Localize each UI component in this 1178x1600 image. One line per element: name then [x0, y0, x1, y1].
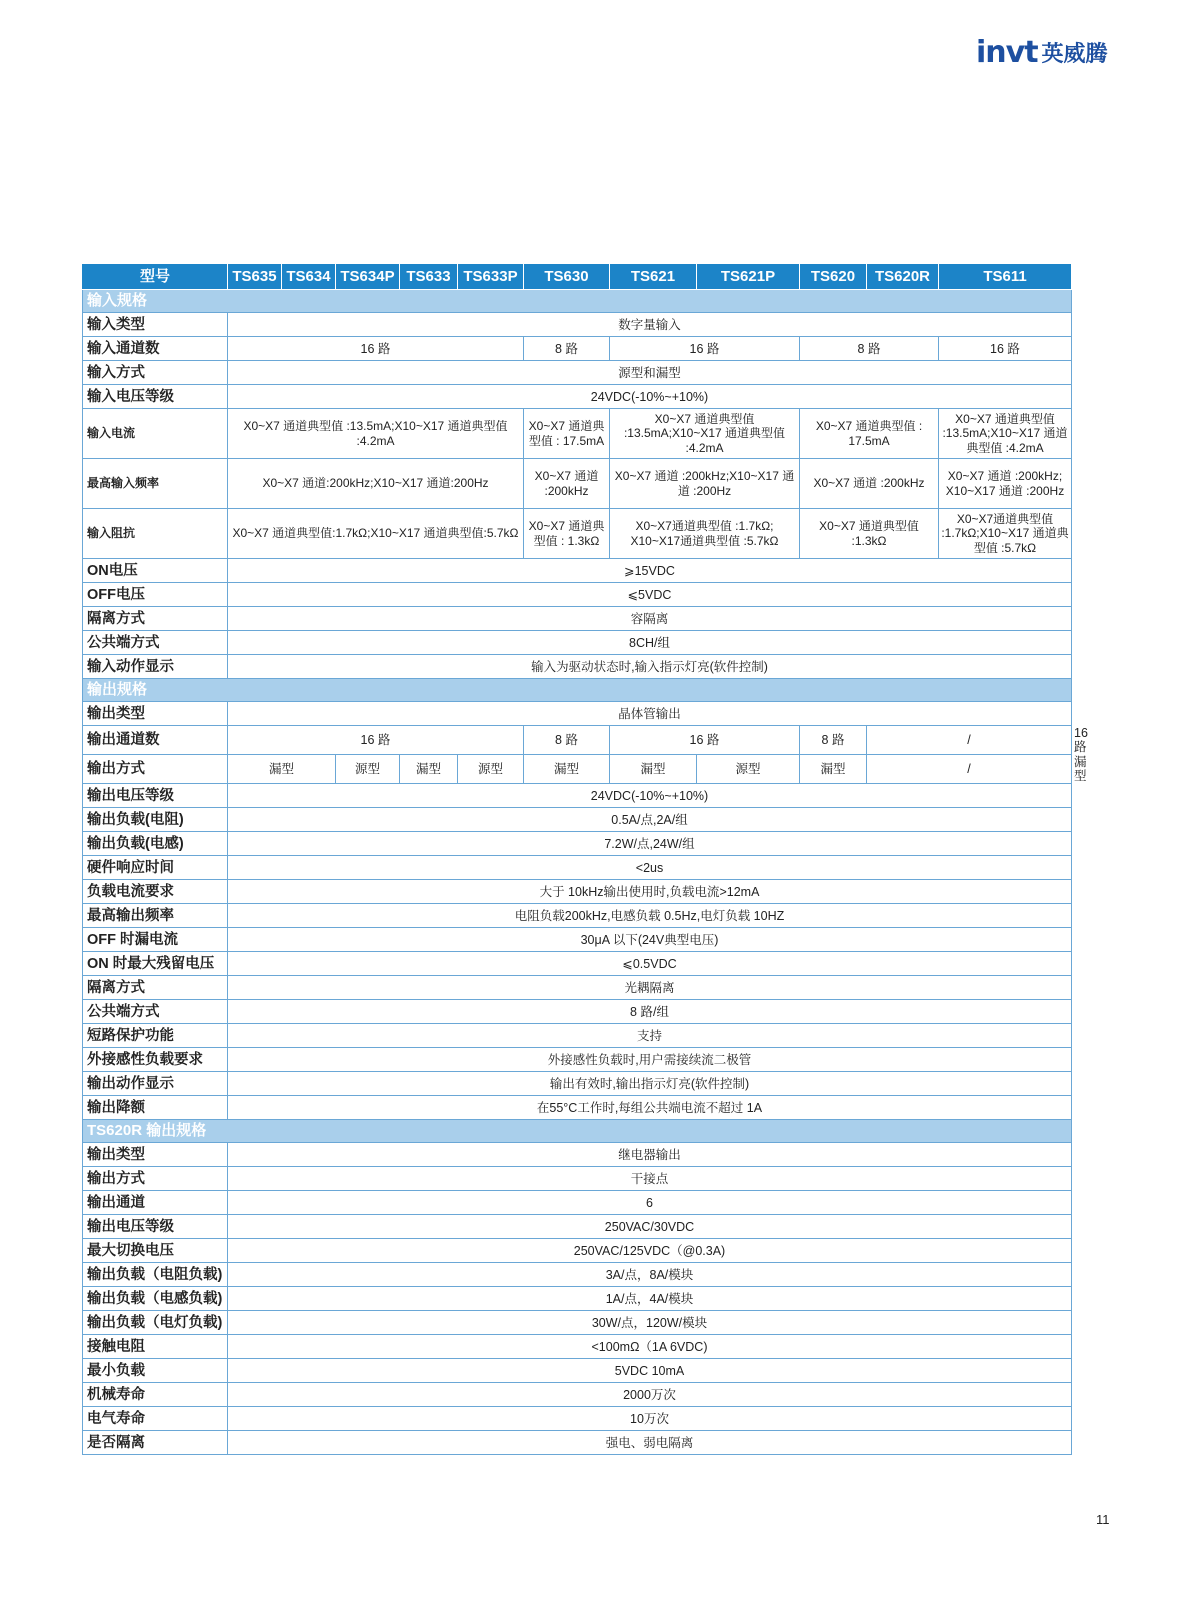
row-value: 250VAC/30VDC: [228, 1215, 1072, 1239]
row-label: 最大切换电压: [83, 1239, 228, 1263]
row-label: 输出负载(电感): [83, 832, 228, 856]
table-row: [83, 559, 1072, 583]
row-label: 输出负载（电感负载): [83, 1287, 228, 1311]
row-value: 16 路: [610, 726, 800, 755]
row-value: 0.5A/点,2A/组: [228, 808, 1072, 832]
row-label: 输出通道: [83, 1191, 228, 1215]
row-label: 输入类型: [83, 313, 228, 337]
model-cell: TS633: [400, 264, 458, 290]
row-label: 是否隔离: [83, 1431, 228, 1455]
row-value: 在55°C工作时,每组公共端电流不超过 1A: [228, 1096, 1072, 1120]
page-number: 11: [1096, 1512, 1110, 1527]
table-row: [83, 1239, 1072, 1263]
model-cell: TS621P: [697, 264, 800, 290]
row-value: 强电、弱电隔离: [228, 1431, 1072, 1455]
table-row: [83, 509, 1072, 559]
section-relay: [83, 1120, 1072, 1143]
table-row: [83, 1287, 1072, 1311]
row-value: 8 路: [524, 337, 610, 361]
table-row: [83, 1096, 1072, 1120]
row-label: 隔离方式: [83, 976, 228, 1000]
row-value: X0~X7 通道 :200kHz: [524, 459, 610, 509]
row-value: X0~X7 通道典型值 : 17.5mA: [800, 409, 939, 459]
spec-table: [82, 263, 1088, 1455]
table-row: [83, 607, 1072, 631]
row-label: 输出动作显示: [83, 1072, 228, 1096]
row-value: 输出有效时,输出指示灯亮(软件控制): [228, 1072, 1072, 1096]
table-row: [83, 952, 1072, 976]
model-cell: TS633P: [458, 264, 524, 290]
row-value: 5VDC 10mA: [228, 1359, 1072, 1383]
model-cell: TS620: [800, 264, 867, 290]
table-row: [83, 1263, 1072, 1287]
row-label: 输出负载（电阻负载): [83, 1263, 228, 1287]
row-label: 公共端方式: [83, 1000, 228, 1024]
row-value: ⩽5VDC: [228, 583, 1072, 607]
row-value: 源型和漏型: [228, 361, 1072, 385]
row-label: 输出电压等级: [83, 784, 228, 808]
row-value: X0~X7 通道 :200kHz;X10~X17 通道 :200Hz: [610, 459, 800, 509]
table-row: [83, 904, 1072, 928]
row-label: 输入阻抗: [83, 509, 228, 559]
row-label: 外接感性负载要求: [83, 1048, 228, 1072]
table-row: [83, 1431, 1072, 1455]
header-row: [83, 264, 1072, 290]
table-row: [83, 1072, 1072, 1096]
section-title: 输入规格: [83, 290, 1072, 313]
row-value: X0~X7 通道典型值 : 1.3kΩ: [524, 509, 610, 559]
model-cell: TS634: [282, 264, 336, 290]
row-value: 源型: [458, 755, 524, 784]
row-value: 继电器输出: [228, 1143, 1072, 1167]
row-value: 电阻负载200kHz,电感负载 0.5Hz,电灯负载 10HZ: [228, 904, 1072, 928]
row-label: 硬件响应时间: [83, 856, 228, 880]
table-row: [83, 1383, 1072, 1407]
row-label: 输入通道数: [83, 337, 228, 361]
row-value: 8CH/组: [228, 631, 1072, 655]
row-label: 接触电阻: [83, 1335, 228, 1359]
row-value: 漏型: [524, 755, 610, 784]
row-label: 输入电压等级: [83, 385, 228, 409]
row-value: 光耦隔离: [228, 976, 1072, 1000]
row-value: X0~X7 通道:200kHz;X10~X17 通道:200Hz: [228, 459, 524, 509]
row-value: X0~X7 通道 :200kHz: [800, 459, 939, 509]
table-row: [83, 976, 1072, 1000]
row-label: 输出负载(电阻): [83, 808, 228, 832]
table-row: [83, 1191, 1072, 1215]
table-row: [83, 631, 1072, 655]
table-row: [83, 880, 1072, 904]
row-value: 漏型: [400, 755, 458, 784]
row-value: X0~X7 通道 :200kHz; X10~X17 通道 :200Hz: [939, 459, 1072, 509]
row-value: <100mΩ（1A 6VDC): [228, 1335, 1072, 1359]
row-value: 漏型: [800, 755, 867, 784]
row-value: ⩾15VDC: [228, 559, 1072, 583]
row-label: OFF电压: [83, 583, 228, 607]
table-row: [83, 702, 1072, 726]
table-row: [83, 1143, 1072, 1167]
row-value: X0~X7 通道典型值 : 17.5mA: [524, 409, 610, 459]
section-title: TS620R 输出规格: [83, 1120, 1072, 1143]
row-value: 16 路: [228, 726, 524, 755]
row-value: ⩽0.5VDC: [228, 952, 1072, 976]
row-value: X0~X7 通道典型值 :13.5mA;X10~X17 通道典型值 :4.2mA: [939, 409, 1072, 459]
row-value: 7.2W/点,24W/组: [228, 832, 1072, 856]
row-label: 隔离方式: [83, 607, 228, 631]
row-label: 输出类型: [83, 1143, 228, 1167]
row-value: 大于 10kHz输出使用时,负载电流>12mA: [228, 880, 1072, 904]
table-row: [83, 1335, 1072, 1359]
row-value: 容隔离: [228, 607, 1072, 631]
table-row: [83, 1000, 1072, 1024]
table-row: [83, 784, 1072, 808]
row-label: 输入电流: [83, 409, 228, 459]
row-value: 8 路: [524, 726, 610, 755]
section-title: 输出规格: [83, 679, 1072, 702]
row-label: 输出类型: [83, 702, 228, 726]
table-row: [83, 313, 1072, 337]
row-value: 30W/点，120W/模块: [228, 1311, 1072, 1335]
row-value: 16 路: [939, 337, 1072, 361]
table-row: [83, 361, 1072, 385]
row-label: 输入方式: [83, 361, 228, 385]
row-value: 1A/点，4A/模块: [228, 1287, 1072, 1311]
table-row: [83, 808, 1072, 832]
row-value: X0~X7通道典型值 :1.7kΩ;X10~X17 通道典型值 :5.7kΩ: [939, 509, 1072, 559]
row-label: 输入动作显示: [83, 655, 228, 679]
row-label: OFF 时漏电流: [83, 928, 228, 952]
table-row: [83, 1167, 1072, 1191]
row-label: 机械寿命: [83, 1383, 228, 1407]
row-value: 源型: [697, 755, 800, 784]
row-value: 10万次: [228, 1407, 1072, 1431]
table-row: [83, 385, 1072, 409]
table-row: [83, 928, 1072, 952]
row-value: 漏型: [610, 755, 697, 784]
row-value: 24VDC(-10%~+10%): [228, 784, 1072, 808]
row-value: 外接感性负载时,用户需接续流二极管: [228, 1048, 1072, 1072]
model-cell: TS621: [610, 264, 697, 290]
section-output: [83, 679, 1072, 702]
row-value: 数字量输入: [228, 313, 1072, 337]
row-value: <2us: [228, 856, 1072, 880]
row-value: 250VAC/125VDC（@0.3A): [228, 1239, 1072, 1263]
row-value: 干接点: [228, 1167, 1072, 1191]
brand-logo: [976, 34, 1108, 70]
logo-text-en: invt: [976, 34, 1038, 70]
table-row: [83, 1215, 1072, 1239]
logo-text-cn: 英威腾: [1041, 41, 1108, 67]
row-value: 晶体管输出: [228, 702, 1072, 726]
row-label: 最高输出频率: [83, 904, 228, 928]
row-value: 2000万次: [228, 1383, 1072, 1407]
table-row: [83, 856, 1072, 880]
table-row: [83, 1024, 1072, 1048]
table-row: [83, 1048, 1072, 1072]
row-label: 电气寿命: [83, 1407, 228, 1431]
table-row: [83, 459, 1072, 509]
header-label: 型号: [83, 264, 228, 290]
model-cell: TS634P: [336, 264, 400, 290]
row-value: /: [867, 726, 1072, 755]
section-input: [83, 290, 1072, 313]
row-label: 输出降额: [83, 1096, 228, 1120]
table-row: [83, 1359, 1072, 1383]
row-label: 负载电流要求: [83, 880, 228, 904]
table-row: [83, 583, 1072, 607]
row-label: 短路保护功能: [83, 1024, 228, 1048]
row-label: 输出通道数: [83, 726, 228, 755]
row-value: 8 路: [800, 726, 867, 755]
row-value: 30μA 以下(24V典型电压): [228, 928, 1072, 952]
row-value: 8 路/组: [228, 1000, 1072, 1024]
model-cell: TS635: [228, 264, 282, 290]
row-label: 输出电压等级: [83, 1215, 228, 1239]
row-value: X0~X7 通道典型值 :13.5mA;X10~X17 通道典型值 :4.2mA: [228, 409, 524, 459]
row-value: 3A/点，8A/模块: [228, 1263, 1072, 1287]
row-label: ON电压: [83, 559, 228, 583]
table-row: [83, 655, 1072, 679]
row-label: 输出负载（电灯负载): [83, 1311, 228, 1335]
table-row: [83, 1311, 1072, 1335]
row-value: 8 路: [800, 337, 939, 361]
row-label: 公共端方式: [83, 631, 228, 655]
row-value: 漏型: [228, 755, 336, 784]
row-value: /: [867, 755, 1072, 784]
row-value: 16 路: [610, 337, 800, 361]
table-row: [83, 337, 1072, 361]
table-row: [83, 832, 1072, 856]
row-value: 源型: [336, 755, 400, 784]
row-label: ON 时最大残留电压: [83, 952, 228, 976]
row-value: X0~X7通道典型值 :1.7kΩ; X10~X17通道典型值 :5.7kΩ: [610, 509, 800, 559]
table-row: 输出通道数 16 路 8 路 16 路 8 路 / 16 路: [83, 726, 1072, 755]
row-value: X0~X7 通道典型值 :13.5mA;X10~X17 通道典型值 :4.2mA: [610, 409, 800, 459]
model-cell: TS620R: [867, 264, 939, 290]
table-row: 输出方式 漏型 源型 漏型 源型 漏型 漏型 源型 漏型 / 漏型: [83, 755, 1072, 784]
row-label: 输出方式: [83, 755, 228, 784]
row-label: 输出方式: [83, 1167, 228, 1191]
row-value: X0~X7 通道典型值:1.7kΩ;X10~X17 通道典型值:5.7kΩ: [228, 509, 524, 559]
row-value: 16 路: [228, 337, 524, 361]
row-value: X0~X7 通道典型值 :1.3kΩ: [800, 509, 939, 559]
row-value: 6: [228, 1191, 1072, 1215]
model-cell: TS611: [939, 264, 1072, 290]
model-cell: TS630: [524, 264, 610, 290]
row-value: 支持: [228, 1024, 1072, 1048]
row-value: 输入为驱动状态时,输入指示灯亮(软件控制): [228, 655, 1072, 679]
row-value: 24VDC(-10%~+10%): [228, 385, 1072, 409]
table-row: [83, 1407, 1072, 1431]
table-row: [83, 409, 1072, 459]
row-label: 最小负载: [83, 1359, 228, 1383]
row-label: 最高输入频率: [83, 459, 228, 509]
